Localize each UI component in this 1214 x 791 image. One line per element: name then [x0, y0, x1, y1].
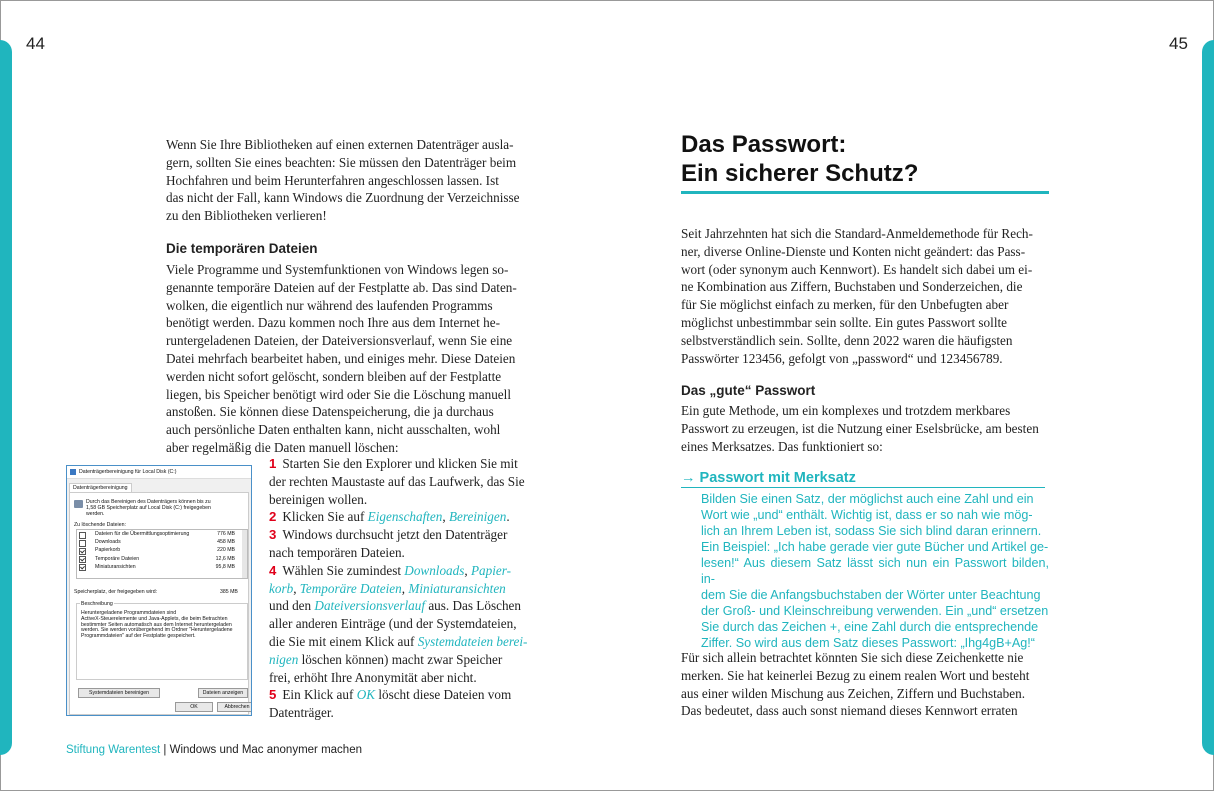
cancel-button[interactable]: Abbrechen	[217, 702, 252, 712]
list-item[interactable]	[77, 555, 247, 563]
step-text: löschen können) macht zwar Speicher	[298, 651, 503, 667]
tip-line: Bilden Sie einen Satz, der möglichst auch eine Zahl und ein	[701, 492, 1034, 506]
left-thumb-tab	[0, 40, 12, 755]
view-files-button[interactable]: Dateien anzeigen	[198, 688, 248, 698]
item-size: 220 MB	[217, 547, 235, 554]
item-name: Temporäre Dateien	[95, 555, 140, 562]
list-item[interactable]	[77, 563, 247, 571]
window-title: Datenträgerbereinigung für Local Disk (C:)	[79, 469, 177, 475]
intro-line: Durch das Bereinigen des Datenträgers können bis zu	[86, 499, 211, 505]
footer-separator: |	[163, 744, 167, 756]
title-line: Das Passwort:	[681, 131, 847, 158]
window-titlebar	[67, 466, 251, 479]
text-line: ne Kombination aus Ziffern, Buchstaben und Sonderzeichen, die	[681, 279, 1023, 295]
text-line: Passwörter 123456, gefolgt von „password“ und 123456789.	[681, 350, 1003, 366]
text-line: zu den Bibliotheken verlieren!	[166, 208, 327, 224]
menu-term: OK	[356, 687, 376, 703]
step-text: ,	[293, 580, 300, 596]
text-line: runtergeladenen Dateien, der Dateiversionsverlauf, wenn Sie eine	[166, 333, 513, 349]
intro-line: werden.	[86, 511, 105, 517]
text-line: benötigt werden. Dazu kommen noch Ihre aus dem Internet he-	[166, 315, 500, 331]
menu-term: Downloads	[404, 562, 465, 578]
item-name: Dateien für die Übermittlungsoptimierung	[95, 531, 190, 537]
step-text: frei, erhöht Ihre Anonymität aber nicht.	[269, 669, 477, 685]
menu-term: Temporäre Dateien	[299, 580, 402, 596]
text-line: liegen, bis Speicher benötigt wird oder Sie die Löschung manuell	[166, 386, 511, 402]
intro-line: 1,58 GB Speicherplatz auf Local Disk (C:) freigegeben	[86, 505, 211, 511]
list-item[interactable]	[77, 530, 247, 538]
item-size: 776 MB	[217, 531, 235, 537]
tip-line: Ein Beispiel: „Ich habe gerade vier gute Bücher und Artikel ge-	[701, 540, 1049, 554]
step-text: nach temporären Dateien.	[269, 544, 405, 560]
disk-cleanup-screenshot	[66, 465, 252, 716]
step-text: .	[506, 509, 510, 525]
step-text: Starten Sie den Explorer und klicken Sie mit	[282, 456, 518, 471]
desc-line: Programmdateien" auf der Festplatte gespeichert.	[81, 633, 196, 640]
item-size: 95,8 MB	[215, 563, 235, 570]
step-text: aller anderen Einträge (und der Systemdateien,	[269, 616, 517, 632]
intro-text	[86, 499, 246, 517]
item-name: Papierkorb	[95, 547, 121, 554]
text-line: anstoßen. Sie können diese Datenspeicherung, die ja durchaus	[166, 404, 494, 420]
text-line: Für sich allein betrachtet könnten Sie sich diese Zeichenkette nie	[681, 650, 1024, 665]
step-3-line	[269, 526, 534, 544]
menu-term: Bereinigen	[448, 509, 507, 525]
step-text: der rechten Maustaste auf das Laufwerk, das Sie	[269, 473, 525, 489]
text-line: aus einer wilden Mischung aus Zeichen, Ziffern und Buchstaben.	[681, 685, 1026, 701]
text-line: aber regelmäßig die Daten manuell löschen:	[166, 439, 399, 455]
desc-line: ActiveX-Steuerelemente und Java-Applets, die beim Betrachten	[81, 615, 228, 622]
step-text: die Sie mit einem Klick auf	[269, 633, 418, 649]
item-name: Miniaturansichten	[95, 563, 136, 570]
step-text: ,	[464, 562, 471, 578]
description-group	[76, 603, 248, 680]
text-line: werden nicht sofort gelöscht, sondern bleiben auf der Festplatte	[166, 368, 502, 384]
step-text: ,	[401, 580, 409, 596]
text-line: merken. Sie hat keinerlei Bezug zu einem realen Wort und besteht	[681, 667, 1030, 683]
tip-line: lesen!“ Aus diesem Satz lässt sich nun ein Passwort bilden, in-	[701, 556, 1049, 586]
text-line: auch persönliche Daten enthalten kann, nicht ausschalten, wohl	[166, 422, 501, 438]
step-number: 3	[269, 527, 277, 543]
text-line: Hochfahren und beim Herunterfahren angeschlossen lassen. Ist	[166, 172, 499, 188]
section-heading: Das „gute“ Passwort	[681, 383, 816, 398]
step-number: 1	[269, 456, 277, 471]
step-2-line	[269, 508, 534, 526]
tip-line: dem Sie die Anfangsbuchstaben der Wörter unter Beachtung	[701, 588, 1041, 602]
step-number: 2	[269, 509, 277, 525]
step-text: aus. Das Löschen	[425, 598, 521, 614]
tab-disk-cleanup[interactable]: Datenträgerbereinigung	[69, 483, 132, 492]
text-line: möglichst unbestimmbar sein sollte. Ein gutes Passwort sollte	[681, 314, 1007, 330]
description-text	[81, 611, 241, 640]
password-intro-paragraph	[681, 225, 1049, 367]
step-4-line	[269, 562, 534, 580]
step-number: 5	[269, 687, 277, 703]
text-line: Wenn Sie Ihre Bibliotheken auf einen externen Datenträger ausla-	[166, 137, 514, 152]
temp-files-paragraph	[166, 261, 534, 457]
list-item[interactable]	[77, 546, 247, 554]
title-line: Ein sicherer Schutz?	[681, 160, 919, 187]
item-size: 458 MB	[217, 539, 235, 546]
text-line: Ein gute Methode, um ein komplexes und trotzdem merkbares	[681, 403, 1011, 418]
checkbox[interactable]	[79, 564, 86, 571]
footer-brand: Stiftung Warentest	[66, 744, 161, 756]
text-line: gern, sollten Sie eines beachten: Sie müssen den Datenträger beim	[166, 154, 517, 170]
step-1-line	[269, 455, 534, 473]
step-text: Wählen Sie zumindest	[282, 562, 405, 578]
tip-box-body	[701, 491, 1049, 651]
steps-list	[269, 455, 534, 722]
step-text: Datenträger.	[269, 705, 334, 721]
menu-term: Systemdateien berei-	[417, 633, 528, 649]
menu-term: Eigenschaften	[367, 509, 443, 525]
step-number: 4	[269, 562, 277, 578]
tip-line: Ziffer. So wird aus dem Satz dieses Passwort: „Ihg4gB+Ag!“	[701, 636, 1036, 650]
text-line: Passwort zu erzeugen, ist die Nutzung einer Eselsbrücke, am besten	[681, 420, 1039, 436]
tip-box-title: → Passwort mit Merksatz	[681, 470, 1045, 488]
left-intro-paragraph	[166, 136, 534, 225]
text-line: wort (oder synonym auch Kennwort). Es handelt sich dabei um ei-	[681, 261, 1033, 277]
section-heading: Die temporären Dateien	[166, 241, 318, 256]
drive-icon	[74, 500, 83, 508]
chapter-title	[681, 130, 1049, 194]
footer-book-title: Windows und Mac anonymer machen	[169, 744, 362, 756]
clean-system-files-button[interactable]: Systemdateien bereinigen	[78, 688, 160, 698]
item-name: Downloads	[95, 539, 121, 546]
desc-line: werden. Sie werden vorübergehend im Ordner "Heruntergeladene	[81, 627, 233, 634]
page-number-right: 45	[1169, 34, 1188, 53]
menu-term: Miniaturansichten	[408, 580, 506, 596]
desc-line: Heruntergeladene Programmdateien sind	[81, 610, 177, 616]
tab-bar	[69, 483, 249, 492]
menu-term: nigen	[269, 651, 299, 667]
text-line: ner, diverse Online-Dienste und Konten nicht geändert: das Pass-	[681, 243, 1026, 259]
step-5-line	[269, 686, 534, 704]
step-text: und den	[269, 598, 315, 614]
step-text: Ein Klick auf	[282, 687, 357, 703]
good-password-heading-block	[681, 382, 1049, 400]
text-line: für Sie möglichst einfach zu merken, für den Unbefugten aber	[681, 297, 1009, 313]
dialog-panel	[69, 492, 249, 715]
ok-button[interactable]: OK	[175, 702, 213, 712]
step-text: Windows durchsucht jetzt den Datenträger	[282, 527, 508, 543]
list-item[interactable]	[77, 538, 247, 546]
text-line: eines Merksatzes. Das funktioniert so:	[681, 438, 883, 454]
page-footer	[66, 744, 362, 756]
text-line: Viele Programme und Systemfunktionen von Windows legen so-	[166, 262, 509, 277]
tip-line: Wort wie „und“ enthält. Wichtig ist, dass er so nah wie mög-	[701, 508, 1033, 522]
text-line: genannte temporäre Dateien auf der Festplatte ab. Das sind Daten-	[166, 279, 517, 295]
text-line: Das bedeutet, dass auch sonst niemand dieses Kennwort erraten	[681, 703, 1018, 719]
step-text: ,	[442, 509, 449, 525]
page-number-left: 44	[26, 34, 45, 53]
menu-term: korb	[269, 580, 294, 596]
space-label: Speicherplatz, der freigegeben wird:	[74, 589, 158, 595]
file-list	[76, 529, 248, 579]
tip-line: Sie durch das Zeichen +, eine Zahl durch die entsprechende	[701, 620, 1039, 634]
text-line: Datei mehrfach bearbeitet haben, und einiges mehr. Diese Dateien	[166, 350, 516, 366]
text-line: selbstverständlich sein. Sollte, denn 2022 waren die häufigsten	[681, 332, 1013, 348]
passphrase-paragraph	[681, 649, 1049, 720]
good-password-paragraph	[681, 402, 1049, 455]
text-line: das nicht der Fall, kann Windows die Zuordnung der Verzeichnisse	[166, 190, 520, 206]
item-size: 12,6 MB	[215, 555, 235, 562]
disk-cleanup-icon	[70, 469, 76, 475]
text-line: Seit Jahrzehnten hat sich die Standard-Anmeldemethode für Rech-	[681, 226, 1033, 241]
step-text: bereinigen wollen.	[269, 491, 368, 507]
menu-term: Papier-	[470, 562, 512, 578]
menu-term: Dateiversionsverlauf	[314, 598, 426, 614]
list-label: Zu löschende Dateien:	[74, 522, 126, 528]
description-title: Beschreibung	[81, 601, 113, 607]
tip-line: lich an Ihrem Leben ist, sodass Sie sich blind daran erinnern.	[701, 524, 1042, 538]
space-value: 385 MB	[220, 589, 238, 595]
temp-files-heading-block	[166, 240, 534, 258]
step-text: löscht diese Dateien vom	[375, 687, 512, 703]
tip-line: der Groß- und Kleinschreibung verwenden. Ein „und“ ersetzen	[701, 604, 1049, 618]
right-thumb-tab	[1202, 40, 1214, 755]
desc-line: bestimmter Seiten automatisch aus dem Internet heruntergeladen	[81, 621, 232, 628]
step-text: Klicken Sie auf	[282, 509, 368, 525]
scrollbar[interactable]	[242, 530, 247, 578]
text-line: wolken, die eigentlich nur während des laufenden Programms	[166, 297, 493, 313]
